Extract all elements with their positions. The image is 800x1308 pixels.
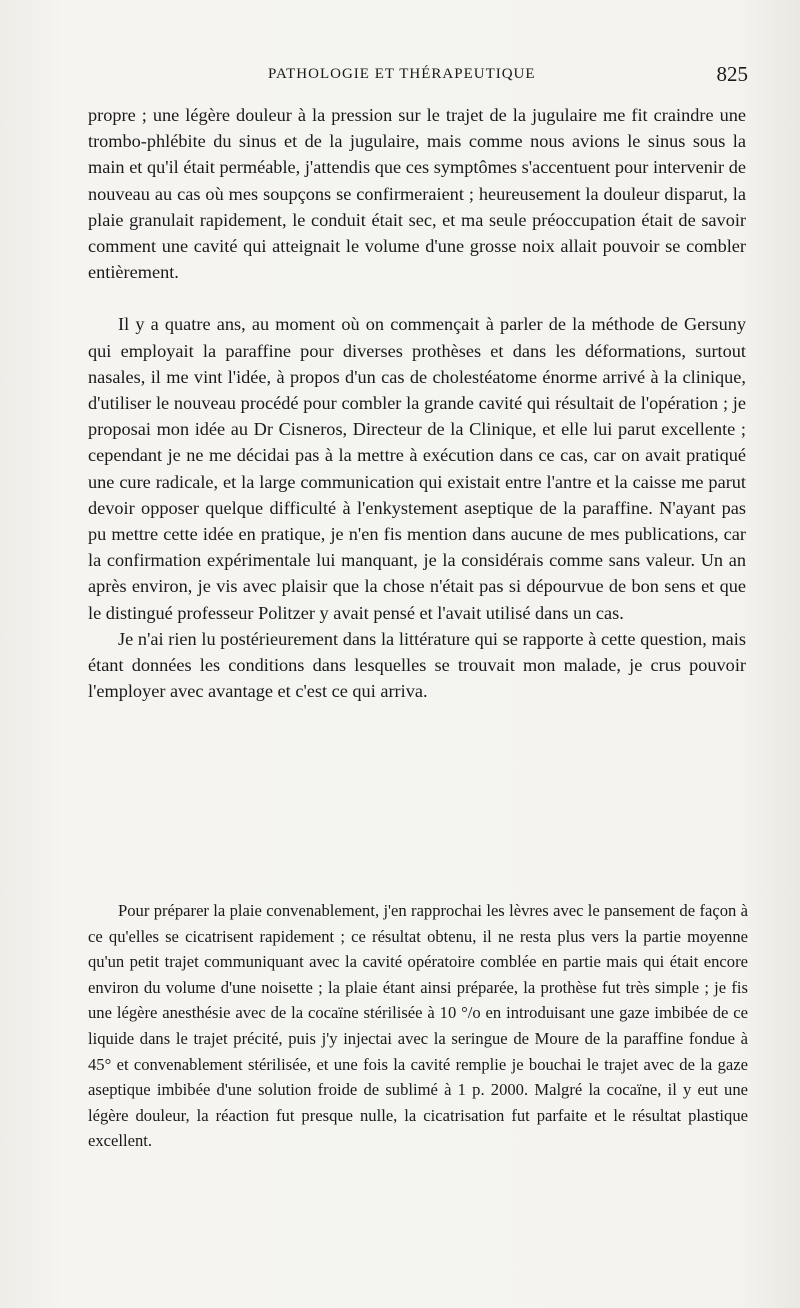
page-number: 825 bbox=[716, 62, 748, 86]
paragraph-literature: Je n'ai rien lu postérieurement dans la littérature qui se rapporte à cette question, mais étant données les conditions dans lesquelles se trouvait mon malade, je crus pouvoir l'employer avec avantage et c'est ce qui arriva. bbox=[88, 628, 746, 702]
paragraph-continuation: propre ; une légère douleur à la pression sur le trajet de la jugulaire me fit craindre une trombo-phlébite du sinus et de la jugulaire, mais comme nous avions le sinus sous la main et qu'il était perméable, j'attendis que ces symptômes s'accentuent pour intervenir de nouveau au cas où mes soupçons se confirmeraient ; heureusement la douleur disparut, la plaie granulait rapidement, le conduit était sec, et ma seule préoccupation était de savoir comment une cavité qui atteignait le volume d'une grosse noix allait pouvoir se combler entièrement. bbox=[88, 105, 746, 283]
main-text bbox=[88, 102, 746, 704]
small-print-text bbox=[88, 898, 748, 1154]
running-title: PATHOLOGIE ET THÉRAPEUTIQUE bbox=[268, 66, 536, 82]
paragraph-procedure: Pour préparer la plaie convenablement, j'en rapprochai les lèvres avec le pansement de façon à ce qu'elles se cicatrisent rapidement ; ce résultat obtenu, il ne resta plus vers la partie moyenne qu'un petit trajet communiquant avec la cavité opératoire comblée en partie mais qui était encore environ du volume d'une noisette ; la plaie étant ainsi préparée, la prothèse fut très simple ; je fis une légère anesthésie avec de la cocaïne stérilisée à 10 °/o en introduisant une gaze imbibée de ce liquide dans le trajet précité, puis j'y injectai avec la seringue de Moure de la paraffine fondue à 45° et convenablement stérilisée, et une fois la cavité remplie je bouchai le trajet avec de la gaze aseptique imbibée d'une solution froide de sublimé à 1 p. 2000. Malgré la cocaïne, il y eut une légère douleur, la réaction fut presque nulle, la cicatrisation fut parfaite et le résultat plastique excellent. bbox=[88, 901, 748, 1151]
page-header bbox=[88, 64, 748, 94]
paragraph-gersuny-method: Il y a quatre ans, au moment où on commençait à parler de la méthode de Gersuny qui employait la paraffine pour diverses prothèses et dans les déformations, surtout nasales, il me vint l'idée, à propos d'un cas de cholestéatome énorme arrivé à la clinique, d'utiliser le nouveau procédé pour combler la grande cavité qui résultait de l'opération ; je proposai mon idée au Dr Cisneros, Directeur de la Clinique, et elle lui parut excellente ; cependant je ne me décidai pas à la mettre à exécution dans ce cas, car on avait pratiqué une cure radicale, et la large communication qui existait entre l'antre et la caisse me parut devoir opposer quelque difficulté à l'enkystement aseptique de la paraffine. N'ayant pas pu mettre cette idée en pratique, je n'en fis mention dans aucune de mes publications, car la confirmation expérimentale lui manquant, je la considérais comme sans valeur. Un an après environ, je vis avec plaisir que la chose n'était pas si dépourvue de bon sens et que le distingué professeur Politzer y avait pensé et l'avait utilisé dans un cas. bbox=[88, 314, 746, 623]
